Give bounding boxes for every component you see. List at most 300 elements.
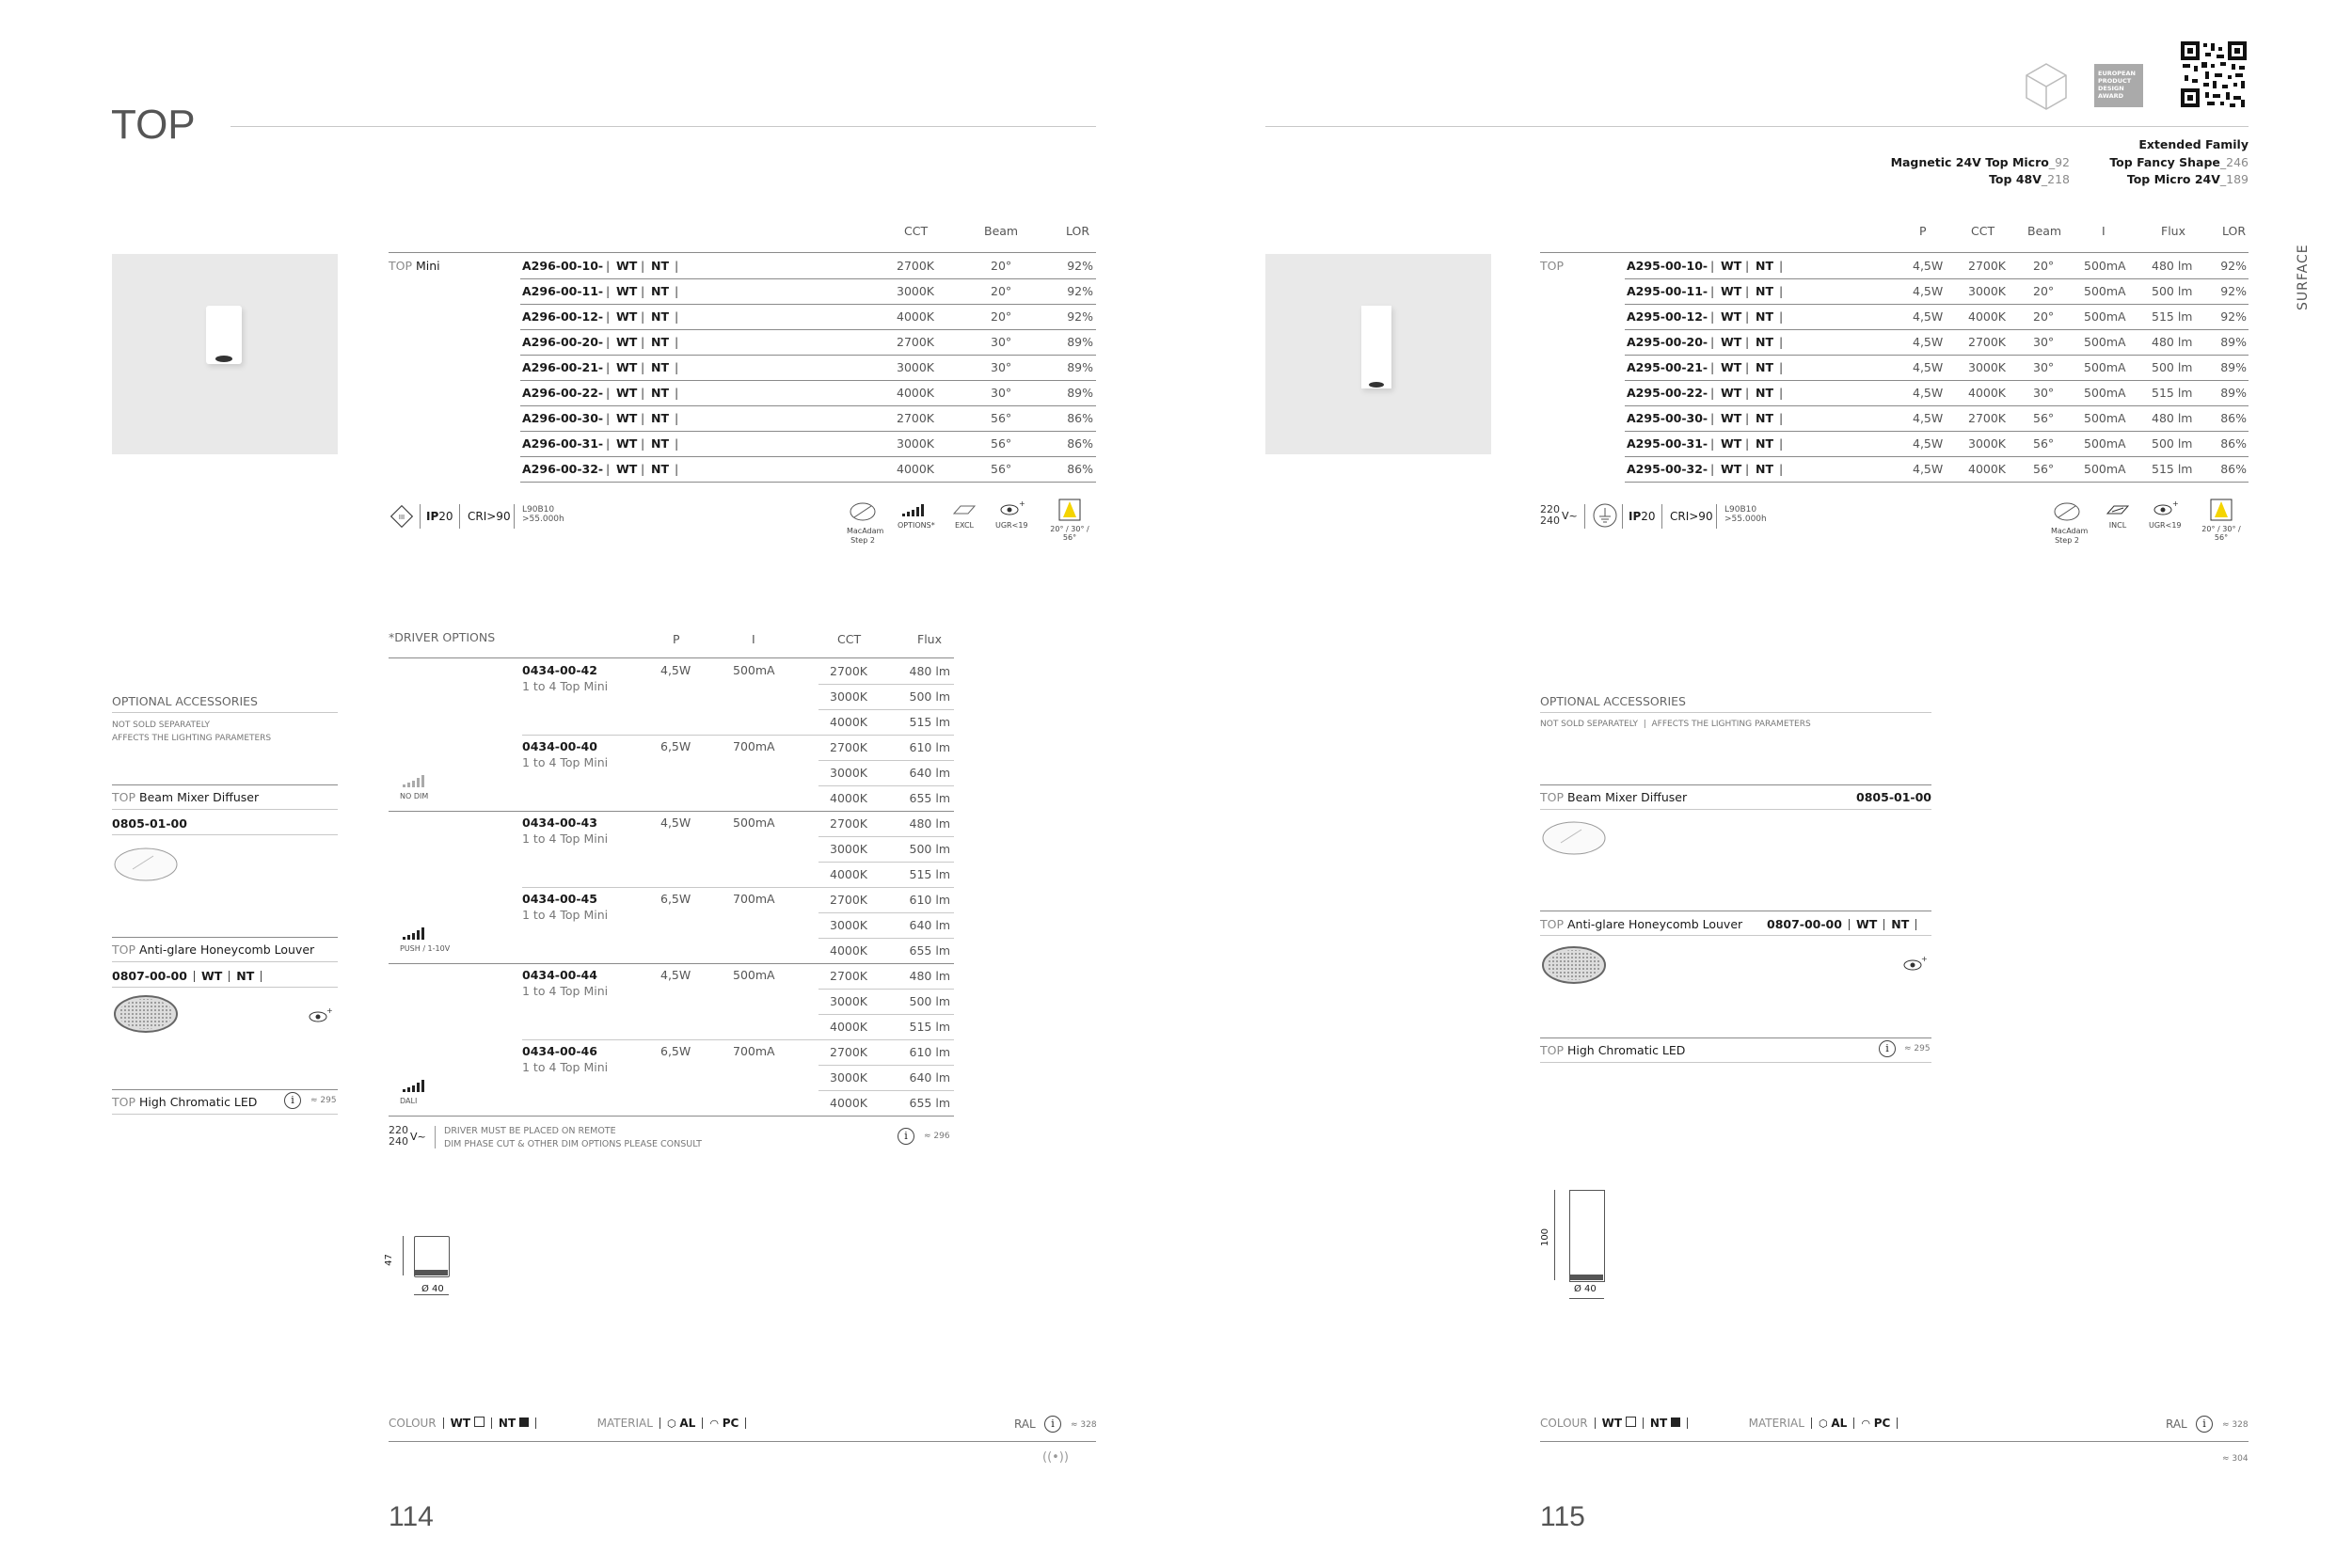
- beam-value: 56°: [2033, 411, 2055, 425]
- driver-code: 0434-00-44: [522, 968, 597, 982]
- finish-wt: WT: [616, 259, 638, 273]
- cct-value: 3000K: [897, 360, 935, 374]
- driver-flux: 640 lm: [909, 1070, 950, 1085]
- driver-cct: 4000K: [830, 715, 868, 729]
- lor-value: 86%: [2220, 411, 2247, 425]
- table-row: [520, 431, 1096, 456]
- driver-flux: 655 lm: [909, 1096, 950, 1110]
- driver-flux: 500 lm: [909, 842, 950, 856]
- separator: |: [1710, 411, 1715, 425]
- beam-value: 20°: [2033, 309, 2055, 324]
- dimming-bars-icon: [402, 1080, 428, 1093]
- ral-label: RAL: [1014, 1418, 1036, 1431]
- finish-wt: WT: [616, 462, 638, 476]
- award-badge: EUROPEAN PRODUCT DESIGN AWARD: [2094, 64, 2143, 107]
- current-value: 500mA: [2084, 411, 2126, 425]
- lor-value: 89%: [1067, 335, 1093, 349]
- article-code: A296-00-21-: [522, 360, 604, 374]
- driver-cct: 4000K: [830, 1020, 868, 1034]
- separator: |: [675, 259, 679, 273]
- finish-nt: NT: [651, 259, 669, 273]
- cct-value: 3000K: [1968, 360, 2007, 374]
- cct-value: 2700K: [897, 335, 935, 349]
- brand-cube-icon: [2023, 61, 2070, 116]
- finish-nt: NT: [1756, 309, 1773, 324]
- separator: |: [675, 335, 679, 349]
- driver-cct: 3000K: [830, 918, 868, 932]
- separator: |: [1710, 309, 1715, 324]
- driver-flux: 515 lm: [909, 1020, 950, 1034]
- driver-desc: 1 to 4 Top Mini: [522, 755, 609, 769]
- driver-current: 700mA: [733, 1044, 775, 1058]
- beam-angle-icon: 20° / 30° / 56°: [2194, 499, 2249, 542]
- extra-ref: ≈ 304: [2222, 1454, 2249, 1464]
- driver-col-p: P: [673, 632, 680, 646]
- dimming-bars-icon: [402, 775, 428, 788]
- driver-flux: 610 lm: [909, 893, 950, 907]
- voltage-unit: V~: [410, 1131, 426, 1143]
- cct-value: 3000K: [1968, 284, 2007, 298]
- beam-angle-icon: 20° / 30° / 56°: [1042, 499, 1097, 542]
- flux-value: 515 lm: [2152, 462, 2193, 476]
- separator: |: [1745, 284, 1750, 298]
- driver-current: 500mA: [733, 968, 775, 982]
- page-number: 115: [1540, 1501, 1585, 1532]
- finish-nt: NT: [1756, 259, 1773, 273]
- led-ref: ≈ 295: [1904, 1044, 1931, 1053]
- driver-power: 4,5W: [660, 968, 691, 982]
- finish-wt: WT: [616, 436, 638, 451]
- article-code: A296-00-11-: [522, 284, 604, 298]
- article-code: A295-00-22-: [1627, 386, 1708, 400]
- separator: |: [641, 462, 645, 476]
- separator: |: [675, 360, 679, 374]
- driver-excl-icon: EXCL: [950, 502, 978, 530]
- finish-nt: NT: [1756, 335, 1773, 349]
- driver-flux: 640 lm: [909, 918, 950, 932]
- cct-value: 2700K: [897, 411, 935, 425]
- separator: |: [606, 284, 611, 298]
- lor-value: 92%: [2220, 309, 2247, 324]
- power-value: 4,5W: [1913, 335, 1944, 349]
- separator: |: [1779, 436, 1784, 451]
- col-flux: Flux: [2161, 224, 2185, 238]
- article-code: A296-00-12-: [522, 309, 604, 324]
- lor-value: 92%: [1067, 284, 1093, 298]
- separator: |: [641, 411, 645, 425]
- lor-value: 92%: [2220, 284, 2247, 298]
- driver-code: 0434-00-42: [522, 663, 597, 677]
- article-code: A296-00-32-: [522, 462, 604, 476]
- dimming-label: PUSH / 1-10V: [400, 944, 451, 953]
- led-name: TOP High Chromatic LED: [112, 1095, 258, 1109]
- separator: |: [606, 411, 611, 425]
- info-icon[interactable]: i: [898, 1128, 914, 1145]
- driver-current: 500mA: [733, 663, 775, 677]
- table-row: [1625, 456, 2249, 482]
- louver-code: 0807-00-00 WT NT: [112, 969, 268, 983]
- driver-code: 0434-00-46: [522, 1044, 597, 1058]
- finish-wt: WT: [616, 386, 638, 400]
- lor-value: 92%: [2220, 259, 2247, 273]
- driver-current: 700mA: [733, 739, 775, 753]
- current-value: 500mA: [2084, 436, 2126, 451]
- table-row: [520, 380, 1096, 405]
- separator: |: [606, 462, 611, 476]
- table-row: [520, 329, 1096, 355]
- article-code: A296-00-20-: [522, 335, 604, 349]
- finish-nt: NT: [1756, 411, 1773, 425]
- extended-family-title: Extended Family: [2138, 137, 2249, 151]
- info-icon[interactable]: i: [284, 1092, 301, 1109]
- dimming-bars-icon: [402, 927, 428, 941]
- driver-code: 0434-00-40: [522, 739, 597, 753]
- svg-text:+: +: [1921, 955, 1928, 963]
- finish-nt: NT: [651, 360, 669, 374]
- beam-value: 30°: [2033, 386, 2055, 400]
- dim-diameter: Ø 40: [1574, 1284, 1597, 1294]
- separator: |: [1779, 284, 1784, 298]
- cct-value: 3000K: [897, 436, 935, 451]
- driver-flux: 480 lm: [909, 664, 950, 678]
- article-code: A296-00-30-: [522, 411, 604, 425]
- info-icon[interactable]: i: [1044, 1416, 1061, 1433]
- separator: |: [675, 309, 679, 324]
- finish-nt: NT: [651, 284, 669, 298]
- table-row: [520, 304, 1096, 329]
- separator: |: [1779, 259, 1784, 273]
- product-name: TOP: [1540, 259, 1565, 273]
- driver-note: DRIVER MUST BE PLACED ON REMOTE DIM PHASE CUT & OTHER DIM OPTIONS PLEASE CONSULT: [444, 1126, 702, 1149]
- current-value: 500mA: [2084, 259, 2126, 273]
- driver-desc: 1 to 4 Top Mini: [522, 908, 609, 922]
- separator: |: [675, 386, 679, 400]
- product-photo: [1265, 254, 1491, 454]
- group-rule: [389, 1116, 954, 1117]
- driver-incl-icon: INCL: [2104, 502, 2132, 530]
- ral-ref: ≈ 328: [2222, 1420, 2249, 1430]
- ip-rating: IP20: [1629, 510, 1656, 523]
- finish-wt: WT: [616, 411, 638, 425]
- cct-value: 2700K: [1968, 411, 2007, 425]
- current-value: 500mA: [2084, 284, 2126, 298]
- l90-label: L90B10 >55.000h: [522, 505, 564, 524]
- article-code: A295-00-11-: [1627, 284, 1708, 298]
- driver-cct: 2700K: [830, 1045, 868, 1059]
- lor-value: 86%: [2220, 436, 2247, 451]
- info-icon[interactable]: i: [1879, 1040, 1896, 1057]
- cri-value: CRI>90: [468, 510, 511, 523]
- driver-desc: 1 to 4 Top Mini: [522, 832, 609, 846]
- led-ref: ≈ 295: [310, 1096, 337, 1105]
- beam-value: 56°: [991, 436, 1012, 451]
- separator: |: [641, 436, 645, 451]
- table-row: [520, 355, 1096, 380]
- accessories-note: NOT SOLD SEPARATELY | AFFECTS THE LIGHTING PARAMETERS: [1540, 720, 1811, 729]
- finish-wt: WT: [1721, 259, 1742, 273]
- svg-text:+: +: [326, 1006, 333, 1015]
- beam-value: 56°: [2033, 462, 2055, 476]
- wireless-icon: ((•)): [1042, 1450, 1069, 1465]
- flux-value: 515 lm: [2152, 309, 2193, 324]
- driver-flux: 500 lm: [909, 689, 950, 704]
- beam-value: 30°: [991, 386, 1012, 400]
- separator: |: [1779, 462, 1784, 476]
- louver-code: 0807-00-00 WT NT: [1767, 917, 1923, 931]
- table-row: [520, 253, 1096, 278]
- table-row: [1625, 405, 2249, 431]
- diffuser-code: 0805-01-00: [1856, 790, 1931, 804]
- current-value: 500mA: [2084, 386, 2126, 400]
- current-value: 500mA: [2084, 360, 2126, 374]
- finish-wt: WT: [1721, 386, 1742, 400]
- separator: |: [1710, 360, 1715, 374]
- row-rule: [818, 684, 954, 685]
- finish-wt: WT: [616, 360, 638, 374]
- power-value: 4,5W: [1913, 360, 1944, 374]
- power-value: 4,5W: [1913, 411, 1944, 425]
- separator: |: [1710, 386, 1715, 400]
- driver-power: 6,5W: [660, 1044, 691, 1058]
- separator: |: [641, 259, 645, 273]
- driver-desc: 1 to 4 Top Mini: [522, 1060, 609, 1074]
- dimension-drawing: [383, 1232, 470, 1307]
- dimming-label: NO DIM: [400, 792, 429, 800]
- diffuser-name: TOP Beam Mixer Diffuser: [112, 790, 260, 804]
- separator: |: [1710, 436, 1715, 451]
- lor-value: 89%: [1067, 360, 1093, 374]
- product-photo: [112, 254, 338, 454]
- beam-value: 20°: [991, 284, 1012, 298]
- separator: |: [1745, 360, 1750, 374]
- cct-value: 3000K: [1968, 436, 2007, 451]
- flux-value: 515 lm: [2152, 386, 2193, 400]
- separator: |: [641, 309, 645, 324]
- finish-wt: WT: [1721, 335, 1742, 349]
- beam-value: 56°: [2033, 436, 2055, 451]
- col-beam: Beam: [984, 224, 1019, 238]
- separator: |: [1745, 436, 1750, 451]
- earth-icon: [1592, 502, 1618, 532]
- accessories-title: OPTIONAL ACCESSORIES: [112, 694, 258, 708]
- driver-cct: 4000K: [830, 867, 868, 881]
- row-rule: [818, 1014, 954, 1015]
- louver-image: [112, 993, 180, 1038]
- beam-value: 56°: [991, 411, 1012, 425]
- beam-value: 20°: [2033, 259, 2055, 273]
- voltage-unit: V~: [1562, 510, 1578, 522]
- finish-nt: NT: [651, 462, 669, 476]
- page-title: TOP: [111, 102, 196, 148]
- separator: |: [1710, 284, 1715, 298]
- article-code: A295-00-21-: [1627, 360, 1708, 374]
- cct-value: 4000K: [897, 386, 935, 400]
- article-code: A296-00-31-: [522, 436, 604, 451]
- current-value: 500mA: [2084, 335, 2126, 349]
- dim-height: 100: [1540, 1227, 1551, 1247]
- accessories-note: NOT SOLD SEPARATELY AFFECTS THE LIGHTING PARAMETERS: [112, 721, 272, 743]
- driver-desc: 1 to 4 Top Mini: [522, 984, 609, 998]
- separator: |: [641, 335, 645, 349]
- table-row: [520, 456, 1096, 482]
- separator: |: [606, 259, 611, 273]
- ip-rating: IP20: [426, 510, 453, 523]
- separator: |: [1779, 335, 1784, 349]
- col-cct: CCT: [1971, 224, 1995, 238]
- row-rule: [818, 1090, 954, 1091]
- col-cct: CCT: [904, 224, 929, 238]
- table-row: [1625, 329, 2249, 355]
- separator: |: [675, 411, 679, 425]
- separator: |: [1745, 386, 1750, 400]
- col-lor: LOR: [2222, 224, 2247, 238]
- separator: |: [606, 360, 611, 374]
- driver-flux: 610 lm: [909, 740, 950, 754]
- cct-value: 4000K: [1968, 309, 2007, 324]
- table-row: [520, 405, 1096, 431]
- ral-label: RAL: [2166, 1418, 2187, 1431]
- table-row: [1625, 304, 2249, 329]
- separator: |: [1745, 259, 1750, 273]
- finish-nt: NT: [1756, 436, 1773, 451]
- cct-value: 4000K: [897, 309, 935, 324]
- l90-label: L90B10 >55.000h: [1724, 505, 1767, 524]
- voltage-label: 220 240: [1540, 503, 1560, 527]
- power-value: 4,5W: [1913, 309, 1944, 324]
- row-rule: [818, 862, 954, 863]
- ugr-eye-icon: [1902, 956, 1927, 976]
- separator: |: [641, 360, 645, 374]
- separator: |: [1710, 335, 1715, 349]
- info-icon[interactable]: i: [2196, 1416, 2213, 1433]
- finish-nt: NT: [1756, 360, 1773, 374]
- separator: |: [641, 386, 645, 400]
- table-row: [1625, 253, 2249, 278]
- article-code: A296-00-10-: [522, 259, 604, 273]
- table-row: [1625, 380, 2249, 405]
- led-name: TOP High Chromatic LED: [1540, 1043, 1686, 1057]
- lor-value: 92%: [1067, 309, 1093, 324]
- driver-power: 6,5W: [660, 892, 691, 906]
- dim-height: 47: [383, 1254, 394, 1266]
- macadam-icon: MacAdam Step 2: [2051, 500, 2083, 546]
- lor-value: 89%: [2220, 360, 2247, 374]
- finish-wt: WT: [616, 335, 638, 349]
- product-name: TOP Mini: [389, 259, 440, 273]
- article-code: A295-00-32-: [1627, 462, 1708, 476]
- driver-flux: 515 lm: [909, 715, 950, 729]
- row-rule: [522, 735, 954, 736]
- article-code: A295-00-10-: [1627, 259, 1708, 273]
- accessories-title: OPTIONAL ACCESSORIES: [1540, 694, 1686, 708]
- svg-text:III: III: [398, 514, 405, 521]
- separator: |: [606, 386, 611, 400]
- driver-cct: 2700K: [830, 816, 868, 831]
- power-value: 4,5W: [1913, 386, 1944, 400]
- beam-value: 56°: [991, 462, 1012, 476]
- lor-value: 89%: [2220, 386, 2247, 400]
- driver-ref: ≈ 296: [924, 1132, 950, 1141]
- col-beam: Beam: [2027, 224, 2062, 238]
- finish-nt: NT: [1756, 284, 1773, 298]
- louver-image: [1540, 944, 1608, 990]
- extended-family-col1: Magnetic 24V Top Micro_92 Top 48V_218: [1890, 155, 2070, 186]
- separator: |: [1710, 259, 1715, 273]
- finish-nt: NT: [651, 386, 669, 400]
- finish-wt: WT: [1721, 360, 1742, 374]
- cct-value: 2700K: [1968, 259, 2007, 273]
- driver-cct: 3000K: [830, 1070, 868, 1085]
- group-rule: [389, 811, 954, 812]
- row-rule: [520, 482, 1096, 483]
- beam-value: 20°: [991, 259, 1012, 273]
- qr-code-icon: [2179, 40, 2249, 113]
- finish-wt: WT: [1721, 309, 1742, 324]
- finish-wt: WT: [1721, 436, 1742, 451]
- cct-value: 3000K: [897, 284, 935, 298]
- lor-value: 86%: [1067, 411, 1093, 425]
- power-value: 4,5W: [1913, 436, 1944, 451]
- driver-flux: 480 lm: [909, 969, 950, 983]
- article-code: A296-00-22-: [522, 386, 604, 400]
- cct-value: 2700K: [897, 259, 935, 273]
- flux-value: 480 lm: [2152, 335, 2193, 349]
- flux-value: 500 lm: [2152, 436, 2193, 451]
- row-rule: [818, 912, 954, 913]
- separator: |: [606, 309, 611, 324]
- finish-nt: NT: [1756, 386, 1773, 400]
- finish-nt: NT: [651, 309, 669, 324]
- driver-cct: 3000K: [830, 766, 868, 780]
- table-row: [1625, 431, 2249, 456]
- driver-power: 6,5W: [660, 739, 691, 753]
- row-rule: [1625, 482, 2249, 483]
- driver-cct: 3000K: [830, 842, 868, 856]
- diffuser-image: [112, 845, 180, 888]
- driver-cct: 2700K: [830, 893, 868, 907]
- finish-nt: NT: [1756, 462, 1773, 476]
- separator: |: [1745, 335, 1750, 349]
- driver-flux: 655 lm: [909, 943, 950, 958]
- separator: |: [675, 436, 679, 451]
- driver-flux: 640 lm: [909, 766, 950, 780]
- driver-cct: 4000K: [830, 1096, 868, 1110]
- diffuser-name: TOP Beam Mixer Diffuser: [1540, 790, 1688, 804]
- finish-wt: WT: [1721, 462, 1742, 476]
- current-value: 500mA: [2084, 309, 2126, 324]
- beam-value: 20°: [991, 309, 1012, 324]
- driver-col-flux: Flux: [917, 632, 942, 646]
- separator: |: [1745, 411, 1750, 425]
- ugr-eye-icon: + UGR<19: [2149, 499, 2182, 530]
- separator: |: [1779, 309, 1784, 324]
- page-number: 114: [389, 1501, 434, 1532]
- row-rule: [818, 989, 954, 990]
- row-rule: [522, 1039, 954, 1040]
- louver-name: TOP Anti-glare Honeycomb Louver: [1540, 917, 1743, 931]
- macadam-icon: MacAdam Step 2: [847, 500, 879, 546]
- separator: |: [1779, 360, 1784, 374]
- dimmer-bars-icon: OPTIONS*: [898, 502, 931, 530]
- diffuser-code: 0805-01-00: [112, 816, 187, 831]
- table-row: [1625, 278, 2249, 304]
- driver-cct: 4000K: [830, 943, 868, 958]
- driver-desc: 1 to 4 Top Mini: [522, 679, 609, 693]
- lor-value: 86%: [1067, 462, 1093, 476]
- row-rule: [818, 760, 954, 761]
- finish-wt: WT: [616, 309, 638, 324]
- row-rule: [818, 938, 954, 939]
